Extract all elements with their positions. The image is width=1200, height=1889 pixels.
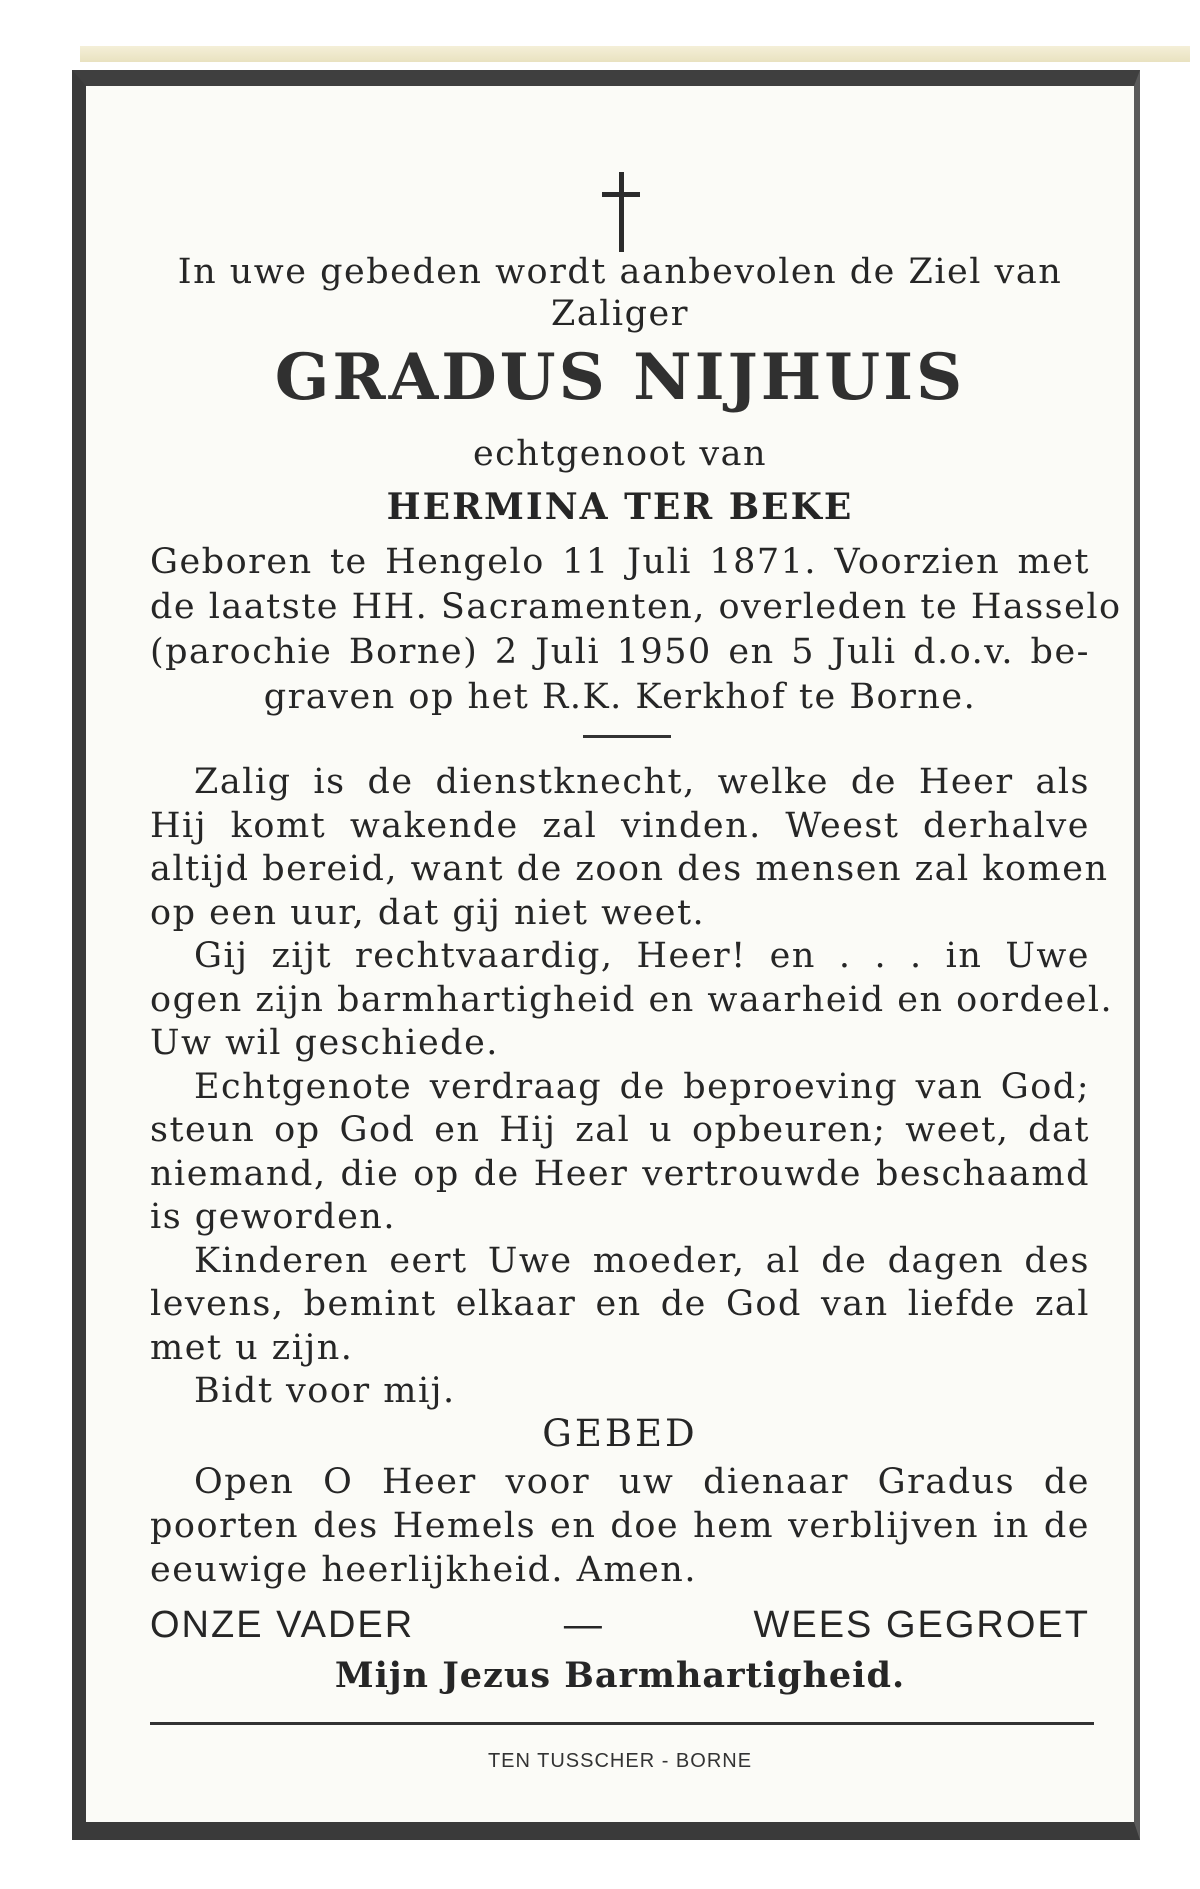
verse-line: Bidt voor mij. [194,1371,456,1411]
verse-line: Kinderen eert Uwe moeder, al de dagen des [194,1240,1090,1281]
intro-line-1: In uwe gebeden wordt aanbevolen de Ziel van [177,252,1063,292]
bottom-rule [150,1722,1094,1725]
prayer-onze-vader: ONZE VADER [150,1604,415,1646]
verse-line: op een uur, dat gij niet weet. [150,892,706,933]
separator [583,735,671,738]
bio-line-3: (parochie Borne) 2 Juli 1950 en 5 Juli d.o.v. be- [150,632,1090,672]
printer-credit: TEN TUSSCHER - BORNE [487,1750,753,1772]
bio-line-4: graven op het R.K. Kerkhof te Borne. [263,677,977,717]
prayer-line-2: poorten des Hemels en doe hem verblijven in de [150,1506,1090,1546]
prayer-wees-gegroet: WEES GEGROET [753,1604,1090,1646]
verse-line: ogen zijn barmhartigheid en waarheid en oordeel. [150,979,1114,1020]
cross-icon [598,172,644,252]
verse-line: Hij komt wakende zal vinden. Weest derhalve [150,805,1090,846]
deceased-name: GRADUS NIJHUIS [274,340,966,415]
spouse-intro: echtgenoot van [472,434,768,474]
prayer-dash: — [563,1604,604,1646]
intro-line-2: Zaliger [551,294,689,334]
verse-line: Zalig is de dienstknecht, welke de Heer als [194,762,1090,802]
verse-line: niemand, die op de Heer vertrouwde beschaamd [150,1153,1090,1194]
prayer-line-3: eeuwige heerlijkheid. Amen. [150,1550,697,1590]
prayers-row [150,1604,1090,1647]
bio-line-2: de laatste HH. Sacramenten, overleden te Hasselo [150,587,1122,627]
verse-line: Echtgenote verdraag de beproeving van God; [194,1066,1090,1107]
verse-line: Gij zijt rechtvaardig, Heer! en . . . in Uwe [194,936,1090,976]
prayer-heading: GEBED [542,1412,698,1455]
final-invocation: Mijn Jezus Barmhartigheid. [334,1655,906,1696]
prayer-line-1: Open O Heer voor uw dienaar Gradus de [194,1462,1090,1502]
verse-line: steun op God en Hij zal u opbeuren; weet, dat [150,1110,1090,1150]
card-top-edge [80,46,1190,62]
verse-line: altijd bereid, want de zoon des mensen zal komen [150,849,1109,889]
verse-line: is geworden. [150,1197,396,1237]
bio-line-1: Geboren te Hengelo 11 Juli 1871. Voorzien met [150,542,1090,582]
verse-line: levens, bemint elkaar en de God van liefde zal [150,1284,1090,1324]
verse-line: met u zijn. [150,1327,354,1368]
spouse-name: HERMINA TER BEKE [386,486,854,528]
verse-line: Uw wil geschiede. [150,1023,499,1063]
